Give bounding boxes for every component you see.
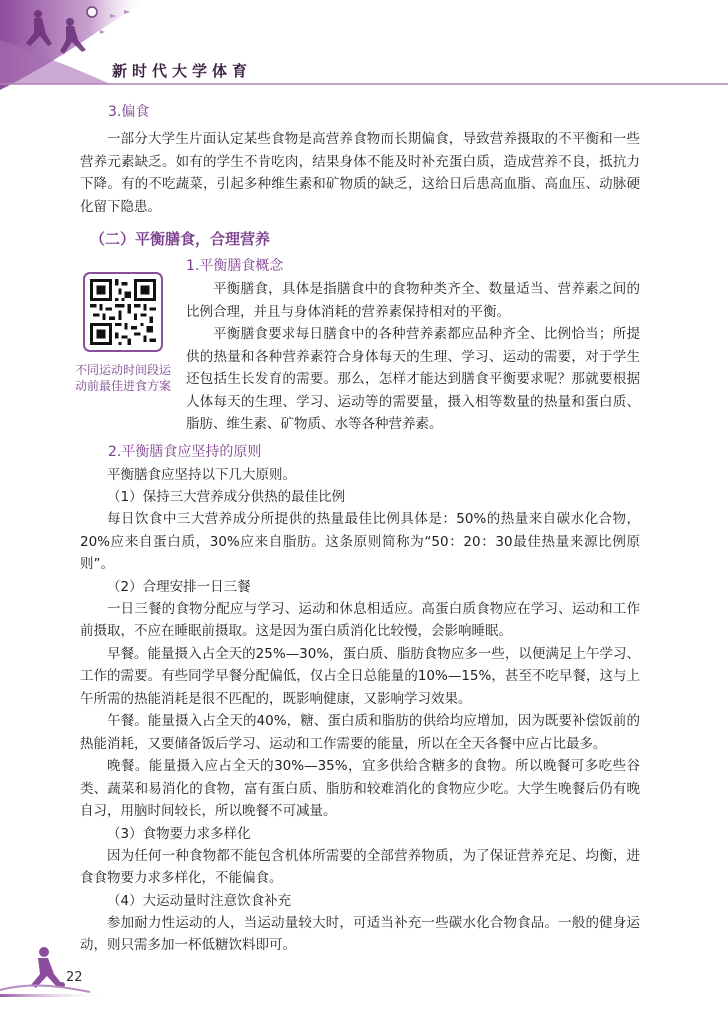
- principle-1-title: （1）保持三大营养成分供热的最佳比例: [107, 489, 346, 505]
- section-heading-picky-eating: 3.偏食: [108, 104, 150, 120]
- lunch-paragraph: 午餐。能量摄入占全天的40%，糖、蛋白质和脂肪的供给均应增加，因为既要补偿饭前的热能消耗，又要储备饭后学习、运动和工作需要的能量，所以在全天各餐中应占比最多。: [80, 713, 640, 752]
- dinner-paragraph: 晚餐。能量摄入应占全天的30%—35%，宜多供给含糖多的食物。所以晚餐可多吃些谷类、蔬菜和易消化的食物，富有蛋白质、脂肪和较难消化的食物应少吃。大学生晚餐后仍有晚自习，用脑时间较长，所以晚餐不可减量。: [80, 758, 640, 819]
- page-content: [74, 100, 640, 957]
- footer-decoration: [0, 930, 120, 1024]
- qr-block: [68, 272, 178, 394]
- picky-eating-paragraph: 一部分大学生片面认定某些食物是高营养食物而长期偏食，导致营养摄取的不平衡和一些营养元素缺乏。如有的学生不肯吃肉，结果身体不能及时补充蛋白质，造成营养不良，抵抗力下降。有的不吃蔬菜，引起多种维生素和矿物质的缺乏，这给日后患高血脂、高血压、动脉硬化留下隐患。: [80, 131, 640, 215]
- principle-1-text: 每日饮食中三大营养成分所提供的热量最佳比例具体是：50%的热量来自碳水化合物，20%应来自蛋白质，30%应来自脂肪。这条原则简称为“50：20：30最佳热量来源比例原则”。: [80, 511, 640, 572]
- breakfast-paragraph: 早餐。能量摄入占全天的25%—30%，蛋白质、脂肪食物应多一些，以便满足上午学习、工作的需要。有些同学早餐分配偏低，仅占全日总能量的10%—15%，甚至不吃早餐，这与上午所需的热能消耗是很不匹配的，既影响健康，又影响学习效果。: [80, 645, 640, 707]
- header-decoration: [0, 0, 728, 96]
- qr-caption: 不同运动时间段运动前最佳进食方案: [74, 363, 171, 393]
- qr-code-frame[interactable]: [83, 272, 163, 352]
- book-title: 新时代大学体育: [112, 62, 253, 80]
- qr-code-icon: [90, 279, 156, 345]
- principles-intro: 平衡膳食应坚持以下几大原则。: [107, 466, 296, 483]
- part-heading-balanced-diet: （二）平衡膳食，合理营养: [90, 230, 271, 248]
- principle-2-title: （2）合理安排一日三餐: [107, 578, 251, 595]
- concept-paragraph-2: 平衡膳食要求每日膳食中的各种营养素都应品种齐全、比例恰当；所提供的热量和各种营养素符合身体每天的生理、学习、运动的需要，对于学生还包括生长发育的需要。那么，怎样才能达到膳食平衡要求呢？那就要根据人体每天的生理、学习、运动等的需要量，摄入相等数量的热量和蛋白质、脂肪、维生素、矿物质、水等各种营养素。: [186, 326, 640, 432]
- principles-heading: 2.平衡膳食应坚持的原则: [108, 443, 262, 460]
- concept-text-column: [186, 254, 640, 436]
- principle-3-text: 因为任何一种食物都不能包含机体所需要的全部营养物质，为了保证营养充足、均衡，进食食物要力求多样化，不能偏食。: [80, 847, 640, 886]
- concept-paragraph-1: 平衡膳食，具体是指膳食中的食物种类齐全、数量适当、营养素之间的比例合理，并且与身体消耗的营养素保持相对的平衡。: [186, 281, 640, 320]
- principle-3-title: （3）食物要力求多样化: [107, 825, 251, 842]
- page-number: 22: [66, 970, 83, 985]
- principle-4-text: 参加耐力性运动的人，当运动量较大时，可适当补充一些碳水化合物食品。一般的健身运动，则只需多加一杯低糖饮料即可。: [80, 914, 640, 953]
- principle-2-text: 一日三餐的食物分配应与学习、运动和休息相适应。高蛋白质食物应在学习、运动和工作前摄取，不应在睡眠前摄取。这是因为蛋白质消化比较慢，会影响睡眠。: [80, 600, 640, 639]
- concept-heading: 1.平衡膳食概念: [186, 258, 284, 274]
- concept-section: [74, 254, 640, 436]
- principle-4-title: （4）大运动量时注意饮食补充: [107, 892, 292, 909]
